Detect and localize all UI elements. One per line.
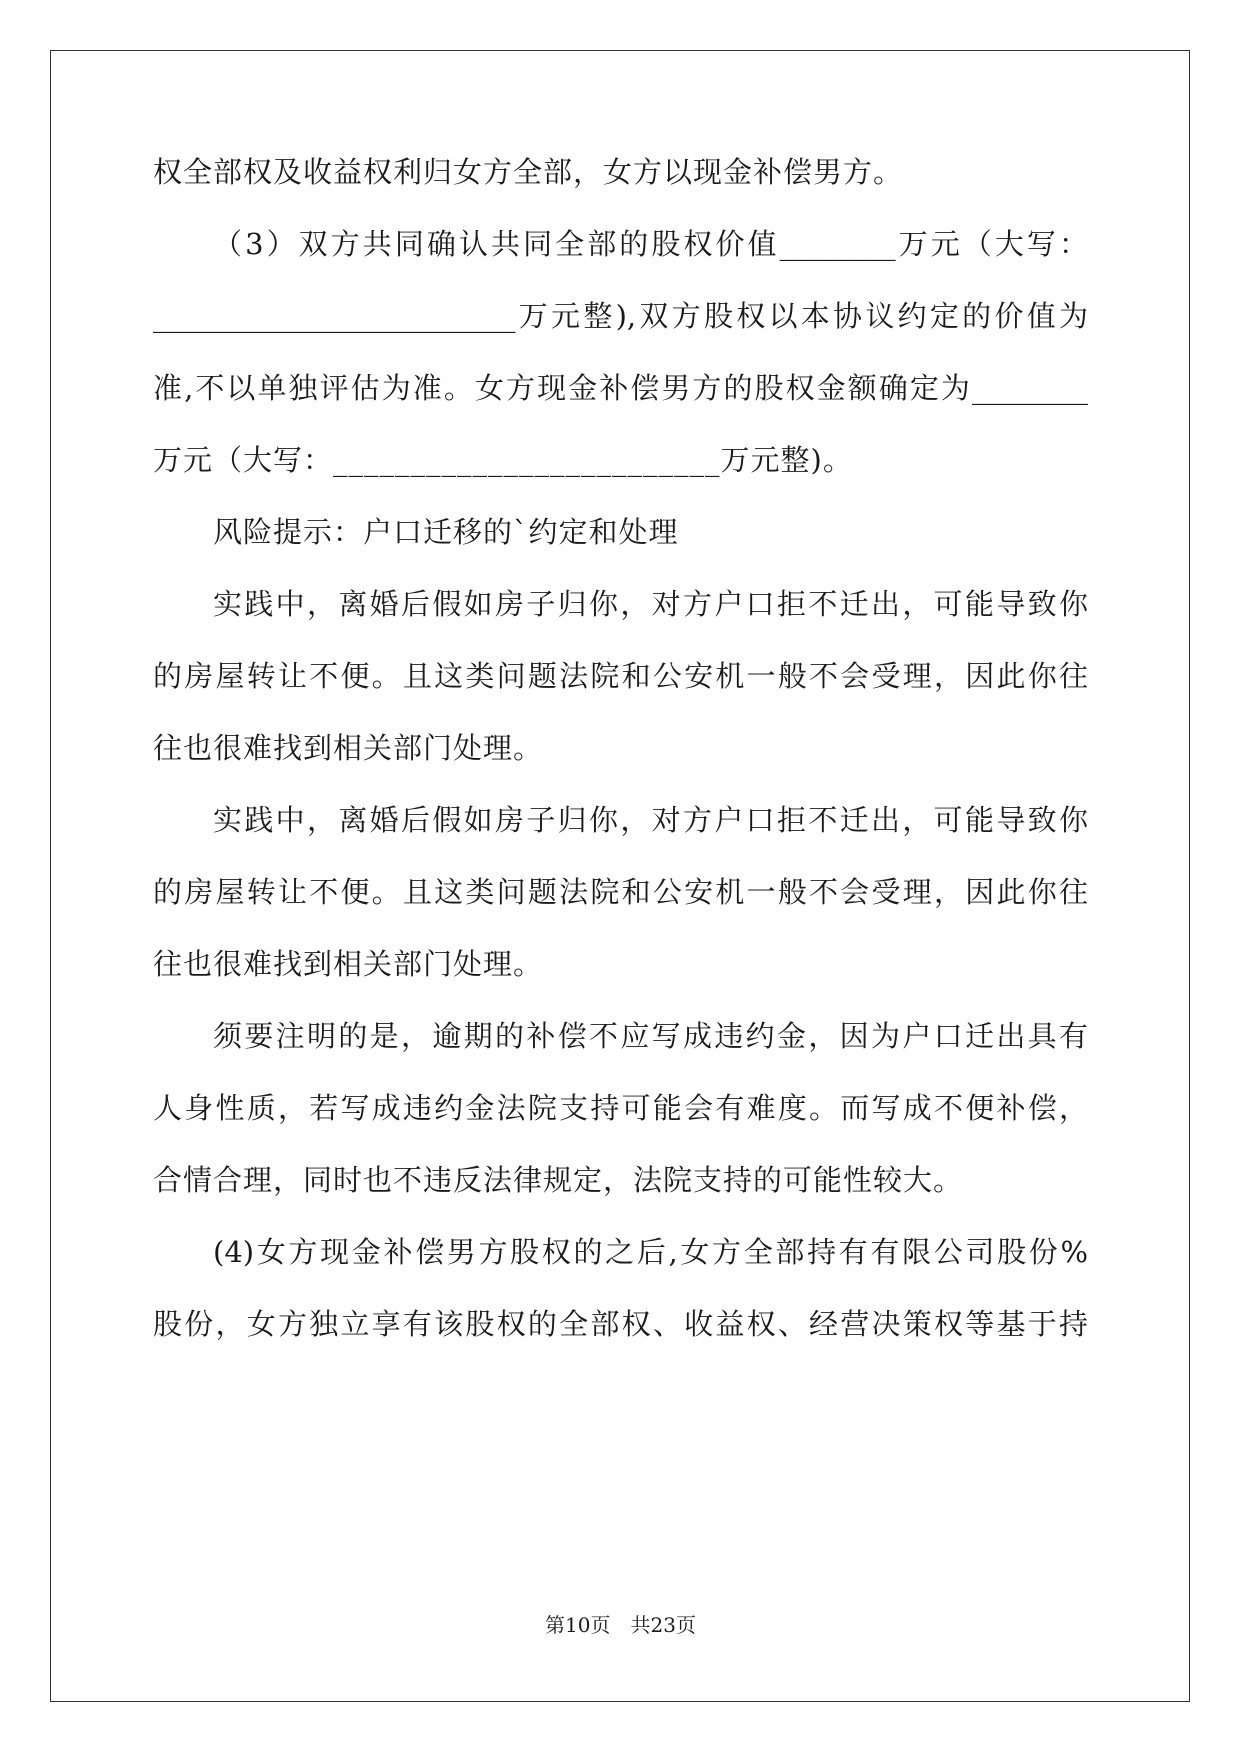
body-line: 须要注明的是，逾期的补偿不应写成违约金，因为户口迁出具有 <box>213 1019 1088 1053</box>
body-line: 的房屋转让不便。且这类问题法院和公安机一般不会受理，因此你往 <box>153 875 1088 909</box>
section-heading: 风险提示：户口迁移的`约定和处理 <box>213 515 679 549</box>
page-number: 第10页 共23页 <box>545 1613 696 1637</box>
body-line: 往也很难找到相关部门处理。 <box>153 947 544 981</box>
body-line: 的房屋转让不便。且这类问题法院和公安机一般不会受理，因此你往 <box>153 659 1088 693</box>
body-line: 实践中，离婚后假如房子归你，对方户口拒不迁出，可能导致你 <box>213 803 1088 837</box>
body-line: 往也很难找到相关部门处理。 <box>153 731 544 765</box>
body-line: _________________________万元整),双方股权以本协议约定的价值为 <box>153 299 1088 333</box>
body-line: (4)女方现金补偿男方股权的之后,女方全部持有有限公司股份% <box>213 1235 1088 1269</box>
body-line: 实践中，离婚后假如房子归你，对方户口拒不迁出，可能导致你 <box>213 587 1088 621</box>
body-line: （3）双方共同确认共同全部的股权价值________万元（大写： <box>213 227 1088 261</box>
body-line: 万元（大写：_________________________万元整)。 <box>153 443 853 477</box>
body-line: 准,不以单独评估为准。女方现金补偿男方的股权金额确定为________ <box>153 371 1088 405</box>
body-line: 人身性质，若写成违约金法院支持可能会有难度。而写成不便补偿， <box>153 1091 1088 1125</box>
body-line: 权全部权及收益权利归女方全部，女方以现金补偿男方。 <box>153 155 904 189</box>
body-line: 股份，女方独立享有该股权的全部权、收益权、经营决策权等基于持 <box>153 1307 1088 1341</box>
body-line: 合情合理，同时也不违反法律规定，法院支持的可能性较大。 <box>153 1163 964 1197</box>
